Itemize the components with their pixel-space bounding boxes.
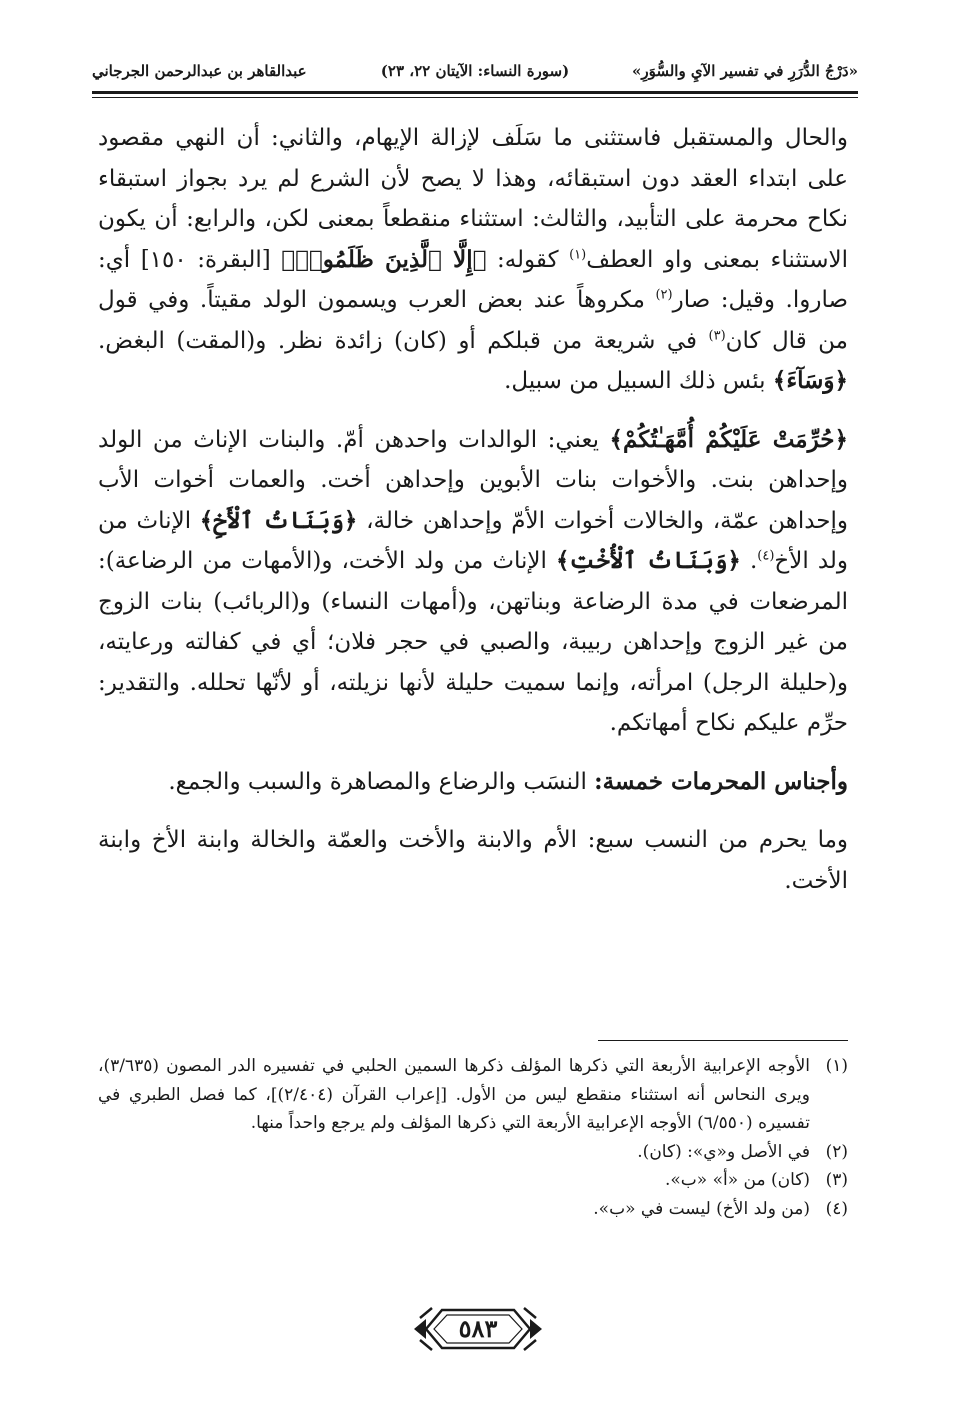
running-header [92, 56, 858, 90]
footnote-text: في الأصل و«ي»: (كان). [637, 1141, 810, 1162]
text: وما يحرم من النسب سبع: الأم والابنة والأخت والعمّة والخالة وابنة الأخ وابنة الأخت. [98, 827, 848, 894]
footnote [98, 1052, 848, 1138]
paragraph-4 [98, 820, 848, 901]
paragraph-lead: وأجناس المحرمات خمسة: [594, 767, 848, 795]
text: يعني: الوالدات واحدهن أمّ. والبنات الإناث من الولد وإحداهن بنت. والأخوات بنات الأبوين وإحداهن أخت. والعمات أخوات الأب وإحداهن عمّة، والخالات أخوات الأمّ وإحداهن خالة، [98, 426, 848, 534]
text: الإناث من ولد الأخت، و(الأمهات من الرضاعة): المرضعات في مدة الرضاعة وبناتهن، و(أمهات النساء) و(الربائب) بنات الزوج من غير الزوج وإحداهن ربيبة، والصبي في حجر فلان؛ أي في كفالته ورعايته، و(حليلة الرجل) امرأته، وإنما سميت حليلة لأنها نزيلته، أو لأنّها تحلله. والتقدير: حرِّم عليكم نكاح أمهاتكم. [98, 548, 848, 736]
footnote-rule [598, 1040, 848, 1041]
footnote-number: (٣) [825, 1170, 848, 1190]
text: . [740, 548, 758, 574]
quran-quote: ﴿حُرِّمَتْ عَلَيْكُمْ أُمَّهَـٰتُكُمْ﴾ [609, 425, 848, 453]
footnote-text: الأوجه الإعرابية الأربعة التي ذكرها المؤلف ذكرها السمين الحلبي في تفسيره الدر المصون (٣/٦٣٥)، ويرى النحاس أنه استثناء منقطع ليس من الأول. [إعراب القرآن (٢/٤٠٤)]، كما فصل الطبري في تفسيره (٦/٥٥٠) الأوجه الإعرابية الأربعة التي ذكرها المؤلف ولم يرجع واحداً منها. [98, 1056, 810, 1133]
quran-quote: ﴿وَبَنَاتُ ٱلْأُخْتِ﴾ [555, 547, 741, 574]
text: مكروهاً عند بعض العرب ويسمون الولد مقيتاً. وفي قول من قال كان [98, 287, 848, 354]
footnotes [98, 1052, 848, 1223]
body-text [98, 118, 848, 919]
text: النسَب والرضاع والمصاهرة والسبب والجمع. [168, 768, 595, 795]
text: بئس ذلك السبيل من سبيل. [504, 368, 773, 394]
quran-quote: ﴿وَسَآءَ﴾ [772, 367, 848, 394]
footnote-ref-1: (١) [569, 246, 587, 262]
page-number-ornament [412, 1304, 544, 1354]
quran-quote: ﴿وَبَنَاتُ ٱلْأَخِ﴾ [199, 506, 358, 534]
text: الإناث من ولد الأخ [98, 507, 849, 574]
header-author: عبدالقاهر بن عبدالرحمن الجرجاني [92, 62, 307, 80]
footnote-ref-3: (٣) [708, 327, 726, 343]
header-rule [92, 91, 858, 94]
footnote-number: (٢) [825, 1141, 848, 1162]
quran-quote: ﴿إِلَّا ٱلَّذِينَ ظَلَمُوا۟﴾ [281, 245, 487, 273]
header-section: (سورة النساء: الآيتان ٢٢، ٢٣) [380, 62, 570, 80]
footnote [98, 1138, 848, 1167]
paragraph-3 [98, 762, 848, 803]
footnote-ref-2: (٢) [655, 287, 673, 303]
footnote-text: (من ولد الأخ) ليست في «ب». [593, 1198, 810, 1219]
footnote-number: (٤) [825, 1198, 848, 1219]
paragraph-2 [98, 420, 848, 744]
footnote-ref-4: (٤) [757, 548, 775, 564]
paragraph-1 [98, 118, 848, 402]
footnote [98, 1195, 848, 1224]
page-number: ٥٨٣ [458, 1314, 498, 1343]
footnote-text: (كان) من «أ» «ب». [664, 1170, 810, 1190]
text: والحال والمستقبل فاستثنى ما سَلَف لإزالة الإيهام، والثاني: أن النهي مقصود على ابتداء العقد دون استبقائه، وهذا لا يصح لأن الشرع لم يرد بجواز استبقاء نكاح محرمة على التأبيد، والثالث: استثناء منقطعاً بمعنى لكن، والرابع: أن يكون الاستثناء بمعنى واو العطف [98, 125, 848, 273]
text: في شريعة من قبلكم أو (كان) زائدة نظر. و(المقت) البغض. [98, 327, 709, 354]
header-book-title: «دَرْجُ الدُّرَرِ في تفسير الآيِ والسُّوَرِ» [631, 62, 858, 80]
text: [البقرة: ١٥٠] أي: صاروا. وقيل: صار [98, 246, 848, 313]
footnote [98, 1166, 848, 1195]
footnote-number: (١) [825, 1056, 848, 1076]
text: كقوله: [486, 246, 570, 273]
